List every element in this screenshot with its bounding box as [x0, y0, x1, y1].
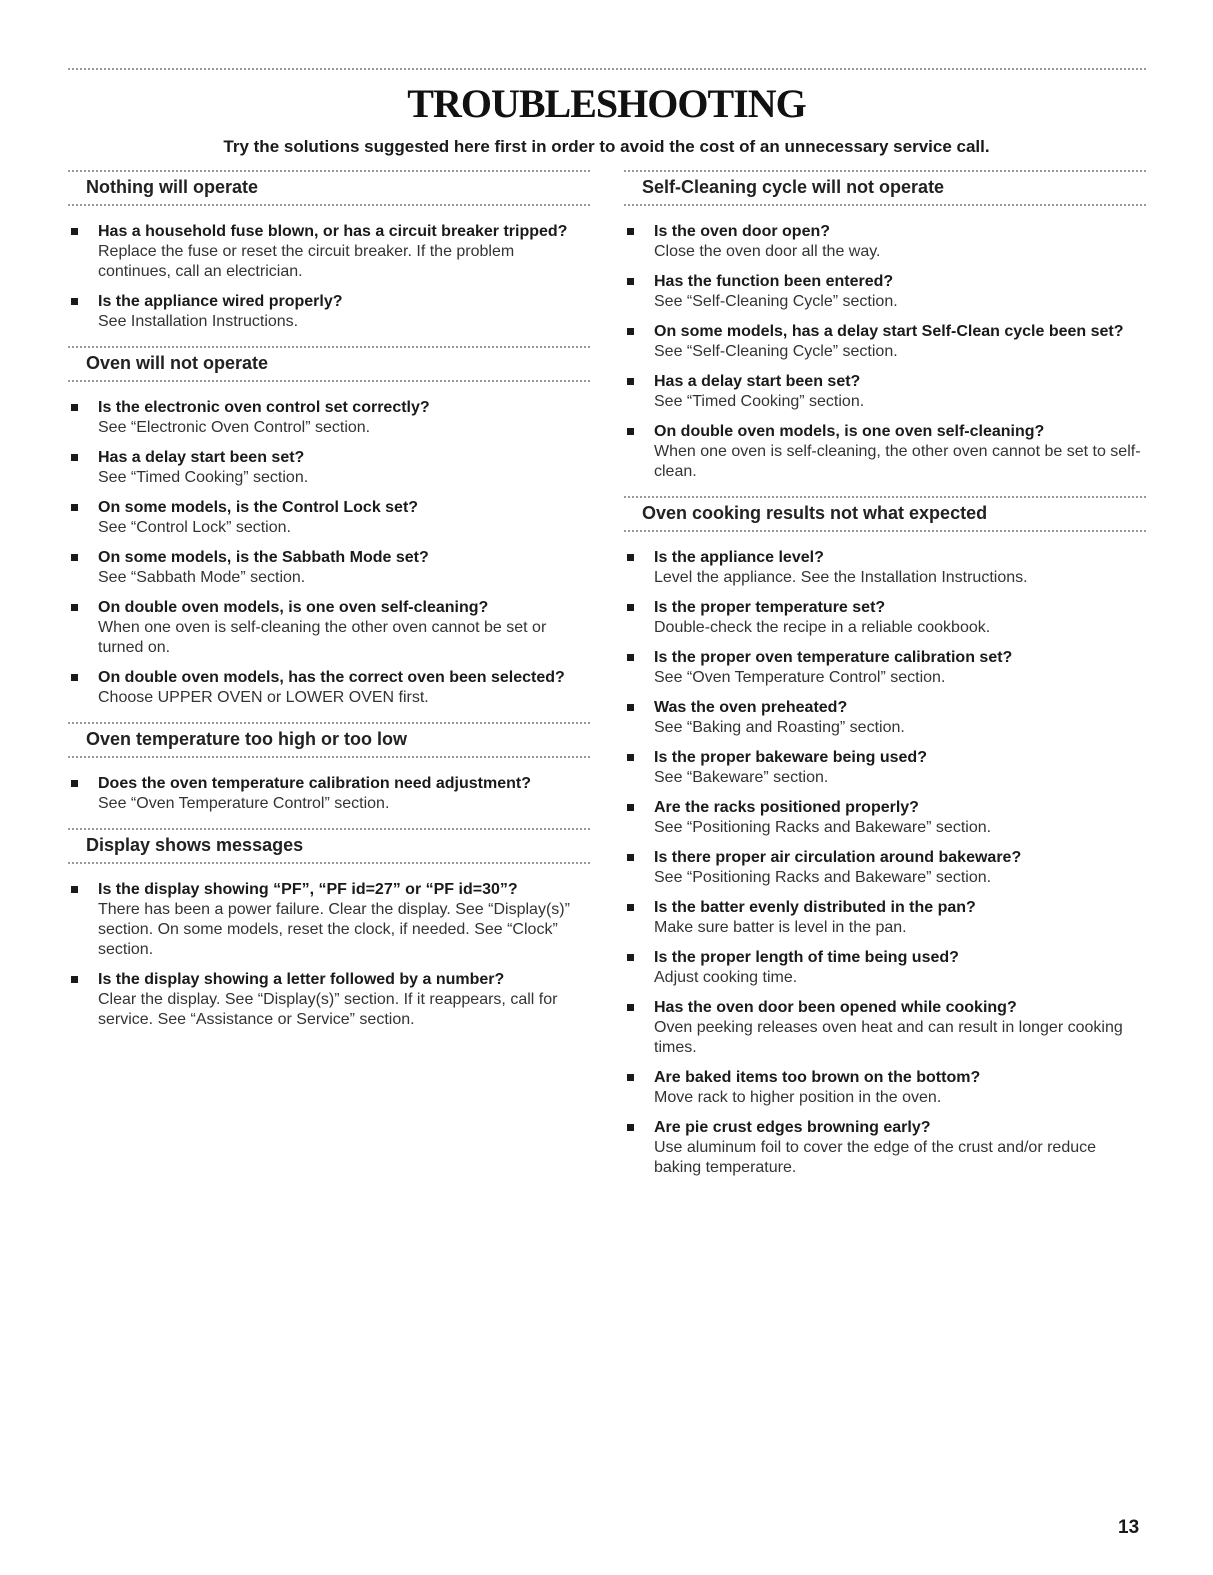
section-header: Oven temperature too high or too low — [68, 722, 590, 758]
square-bullet-icon — [71, 298, 78, 305]
answer-text: Level the appliance. See the Installation Instructions. — [654, 569, 1028, 586]
top-divider — [68, 68, 1146, 70]
answer-text: See “Baking and Roasting” section. — [654, 719, 905, 736]
answer-text: See “Self-Cleaning Cycle” section. — [654, 343, 898, 360]
question-text: Are baked items too brown on the bottom? — [654, 1069, 981, 1086]
question-text: Has the function been entered? — [654, 273, 894, 290]
section-oven-cooking-results-not-what-expected — [624, 496, 1146, 1178]
list-item — [624, 272, 1146, 312]
square-bullet-icon — [627, 228, 634, 235]
item-list — [624, 548, 1146, 1178]
answer-text: See “Bakeware” section. — [654, 769, 829, 786]
square-bullet-icon — [627, 954, 634, 961]
square-bullet-icon — [627, 804, 634, 811]
list-item — [68, 222, 590, 282]
answer-text: See “Sabbath Mode” section. — [98, 569, 306, 586]
question-text: On some models, is the Control Lock set? — [98, 499, 419, 516]
item-list — [624, 222, 1146, 482]
item-list — [68, 222, 590, 332]
answer-text: Close the oven door all the way. — [654, 243, 881, 260]
list-item — [68, 598, 590, 658]
question-text: Are pie crust edges browning early? — [654, 1119, 931, 1136]
section-oven-temperature-too-high-or-too-low — [68, 722, 590, 814]
answer-text: When one oven is self-cleaning, the other oven cannot be set to self-clean. — [654, 443, 1141, 480]
question-text: Has the oven door been opened while cooking? — [654, 999, 1017, 1016]
section-header: Display shows messages — [68, 828, 590, 864]
left-column — [68, 170, 590, 1044]
square-bullet-icon — [71, 504, 78, 511]
square-bullet-icon — [627, 328, 634, 335]
list-item — [624, 748, 1146, 788]
list-item — [68, 668, 590, 708]
square-bullet-icon — [627, 554, 634, 561]
section-header: Oven cooking results not what expected — [624, 496, 1146, 532]
square-bullet-icon — [627, 654, 634, 661]
question-text: Is the electronic oven control set correctly? — [98, 399, 430, 416]
item-list — [68, 880, 590, 1030]
list-item — [68, 448, 590, 488]
square-bullet-icon — [71, 228, 78, 235]
question-text: On some models, has a delay start Self-Clean cycle been set? — [654, 323, 1124, 340]
answer-text: There has been a power failure. Clear the display. See “Display(s)” section. On some models, reset the clock, if needed. See “Clock” section. — [98, 901, 570, 958]
square-bullet-icon — [627, 378, 634, 385]
square-bullet-icon — [71, 674, 78, 681]
answer-text: Oven peeking releases oven heat and can result in longer cooking times. — [654, 1019, 1123, 1056]
answer-text: See “Oven Temperature Control” section. — [654, 669, 946, 686]
item-list — [68, 774, 590, 814]
question-text: Has a delay start been set? — [98, 449, 305, 466]
list-item — [624, 948, 1146, 988]
question-text: On some models, is the Sabbath Mode set? — [98, 549, 429, 566]
answer-text: See “Oven Temperature Control” section. — [98, 795, 390, 812]
page-number: 13 — [1118, 1517, 1140, 1538]
list-item — [624, 598, 1146, 638]
question-text: Is the proper temperature set? — [654, 599, 886, 616]
section-header: Self-Cleaning cycle will not operate — [624, 170, 1146, 206]
answer-text: Adjust cooking time. — [654, 969, 798, 986]
section-self-cleaning-cycle-will-not-operate — [624, 170, 1146, 482]
page-subtitle: Try the solutions suggested here first in order to avoid the cost of an unnecessary service call. — [223, 137, 990, 156]
list-item — [68, 970, 590, 1030]
section-oven-will-not-operate — [68, 346, 590, 708]
answer-text: See “Timed Cooking” section. — [98, 469, 309, 486]
right-column — [624, 170, 1146, 1192]
list-item — [624, 648, 1146, 688]
answer-text: See “Control Lock” section. — [98, 519, 291, 536]
square-bullet-icon — [627, 704, 634, 711]
square-bullet-icon — [627, 428, 634, 435]
list-item — [624, 1118, 1146, 1178]
answer-text: See “Timed Cooking” section. — [654, 393, 865, 410]
square-bullet-icon — [627, 854, 634, 861]
list-item — [624, 998, 1146, 1058]
question-text: Has a household fuse blown, or has a circuit breaker tripped? — [98, 223, 568, 240]
answer-text: Use aluminum foil to cover the edge of the crust and/or reduce baking temperature. — [654, 1139, 1097, 1176]
list-item — [624, 322, 1146, 362]
question-text: On double oven models, is one oven self-cleaning? — [98, 599, 489, 616]
question-text: Was the oven preheated? — [654, 699, 848, 716]
section-nothing-will-operate — [68, 170, 590, 332]
square-bullet-icon — [627, 1074, 634, 1081]
answer-text: See “Self-Cleaning Cycle” section. — [654, 293, 898, 310]
list-item — [624, 848, 1146, 888]
list-item — [68, 548, 590, 588]
list-item — [624, 548, 1146, 588]
list-item — [68, 498, 590, 538]
square-bullet-icon — [627, 604, 634, 611]
section-display-shows-messages — [68, 828, 590, 1030]
answer-text: Replace the fuse or reset the circuit breaker. If the problem continues, call an electrician. — [98, 243, 515, 280]
question-text: Is the proper oven temperature calibration set? — [654, 649, 1013, 666]
answer-text: Move rack to higher position in the oven. — [654, 1089, 942, 1106]
question-text: Is the proper length of time being used? — [654, 949, 959, 966]
question-text: Is the appliance level? — [654, 549, 824, 566]
question-text: Is the oven door open? — [654, 223, 831, 240]
answer-text: Double-check the recipe in a reliable cookbook. — [654, 619, 991, 636]
question-text: Is the display showing “PF”, “PF id=27” or “PF id=30”? — [98, 881, 518, 898]
square-bullet-icon — [71, 886, 78, 893]
list-item — [624, 222, 1146, 262]
question-text: Are the racks positioned properly? — [654, 799, 919, 816]
answer-text: See “Positioning Racks and Bakeware” section. — [654, 819, 992, 836]
question-text: Has a delay start been set? — [654, 373, 861, 390]
answer-text: See Installation Instructions. — [98, 313, 299, 330]
square-bullet-icon — [71, 604, 78, 611]
list-item — [624, 898, 1146, 938]
answer-text: When one oven is self-cleaning the other oven cannot be set or turned on. — [98, 619, 547, 656]
answer-text: Choose UPPER OVEN or LOWER OVEN first. — [98, 689, 429, 706]
question-text: Is the display showing a letter followed by a number? — [98, 971, 505, 988]
square-bullet-icon — [627, 1004, 634, 1011]
question-text: On double oven models, has the correct oven been selected? — [98, 669, 565, 686]
question-text: Is the batter evenly distributed in the pan? — [654, 899, 976, 916]
square-bullet-icon — [71, 780, 78, 787]
page-title: TROUBLESHOOTING — [407, 81, 806, 126]
item-list — [68, 398, 590, 708]
answer-text: See “Positioning Racks and Bakeware” section. — [654, 869, 992, 886]
square-bullet-icon — [71, 976, 78, 983]
list-item — [68, 880, 590, 960]
square-bullet-icon — [71, 454, 78, 461]
list-item — [68, 774, 590, 814]
list-item — [624, 698, 1146, 738]
square-bullet-icon — [627, 278, 634, 285]
section-header: Oven will not operate — [68, 346, 590, 382]
list-item — [624, 422, 1146, 482]
list-item — [624, 372, 1146, 412]
square-bullet-icon — [627, 1124, 634, 1131]
list-item — [68, 292, 590, 332]
section-header: Nothing will operate — [68, 170, 590, 206]
question-text: Is the appliance wired properly? — [98, 293, 343, 310]
list-item — [68, 398, 590, 438]
question-text: Is there proper air circulation around bakeware? — [654, 849, 1022, 866]
question-text: Is the proper bakeware being used? — [654, 749, 927, 766]
square-bullet-icon — [627, 904, 634, 911]
question-text: On double oven models, is one oven self-cleaning? — [654, 423, 1045, 440]
square-bullet-icon — [71, 404, 78, 411]
answer-text: Make sure batter is level in the pan. — [654, 919, 907, 936]
list-item — [624, 1068, 1146, 1108]
answer-text: See “Electronic Oven Control” section. — [98, 419, 371, 436]
list-item — [624, 798, 1146, 838]
question-text: Does the oven temperature calibration need adjustment? — [98, 775, 531, 792]
square-bullet-icon — [627, 754, 634, 761]
answer-text: Clear the display. See “Display(s)” section. If it reappears, call for service. See “Assistance or Service” section. — [98, 991, 558, 1028]
square-bullet-icon — [71, 554, 78, 561]
